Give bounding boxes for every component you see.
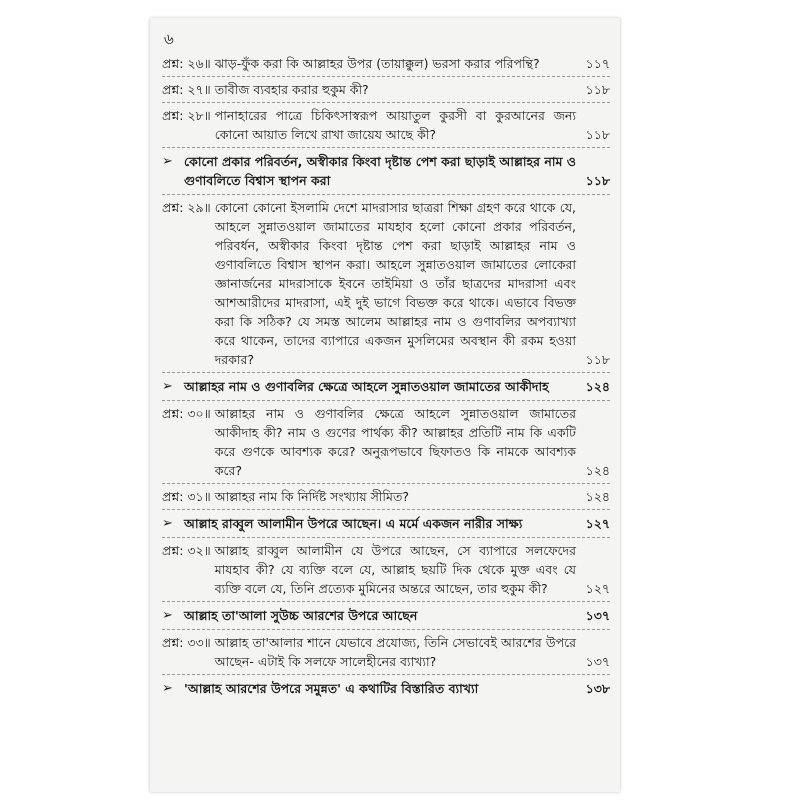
divider [162, 601, 610, 602]
entry-text: কোনো কোনো ইসলামি দেশে মাদরাসার ছাত্ররা শিক্ষা গ্রহণ করে থাকে যে, আহলে সুন্নাতওয়াল জামাতের মাযহাব হলো কোনো প্রকার পরিবর্তন, পরিবর্ধন, অস্বীকার কিংবা দৃষ্টান্ত পেশ করা ছাড়াই আল্লাহর নাম ও গুণাবলিতে বিশ্বাস স্থাপন করা। আহলে সুন্নাতওয়াল জামাতের লোকেরা জ্ঞানার্জনের মাদরাসাকে ইবনে তাইমিয়া ও তাঁর ছাত্রদের মাদরাসা এবং আশআরীদের মাদরাসা, এই দুই ভাগে বিভক্ত করে থাকে। এভাবে বিভক্ত করা কি সঠিক? যে সমস্ত আলেম আল্লাহর নাম ও গুণাবলির অপব্যাখ্যা করে থাকেন, তাদের ব্যাপারে একজন মুসলিমের অবস্থান কী রকম হওয়া দরকার? [214, 200, 576, 367]
entry-page-number: ১২৪ [585, 379, 610, 394]
entry-page-number: ১৩৭ [585, 654, 610, 669]
toc-section [162, 679, 610, 698]
entry-text: কোনো প্রকার পরিবর্তন, অস্বীকার কিংবা দৃষ্টান্ত পেশ করা ছাড়াই আল্লাহর নাম ও গুণাবলিতে বিশ্বাস স্থাপন করা [184, 154, 576, 188]
entry-page-number: ১২৭ [585, 516, 610, 531]
toc-section [162, 606, 610, 625]
table-of-contents [162, 54, 610, 702]
arrow-bullet-icon: ➢ [162, 379, 173, 394]
divider [162, 537, 610, 538]
divider [162, 372, 610, 373]
question-label: প্রশ্ন: ৩০॥ [162, 406, 211, 421]
divider [162, 147, 610, 148]
entry-text: তাবীজ ব্যবহার করার হুকুম কী? [214, 82, 369, 97]
arrow-bullet-icon: ➢ [162, 154, 173, 169]
question-label: প্রশ্ন: ৩৩॥ [162, 635, 211, 650]
divider [162, 674, 610, 675]
entry-text: আল্লাহর নাম ও গুণাবলির ক্ষেত্রে আহলে সুন্নাতওয়াল জামাতের আকীদাহ [184, 379, 549, 394]
toc-question [162, 54, 610, 73]
toc-question [162, 404, 610, 480]
question-label: প্রশ্ন: ২৬॥ [162, 56, 211, 71]
divider [162, 400, 610, 401]
toc-question [162, 487, 610, 506]
question-label: প্রশ্ন: ৩১॥ [162, 489, 211, 504]
toc-section [162, 152, 610, 190]
toc-section [162, 514, 610, 533]
entry-text: ঝাড়-ফুঁক করা কি আল্লাহর উপর (তায়াক্কুল) ভরসা করার পরিপন্থি? [214, 56, 540, 71]
entry-page-number: ১১৮ [585, 173, 610, 188]
entry-page-number: ১১৭ [585, 56, 610, 71]
question-label: প্রশ্ন: ৩২॥ [162, 543, 211, 558]
toc-question [162, 80, 610, 99]
entry-page-number: ১১৮ [585, 82, 610, 97]
arrow-bullet-icon: ➢ [162, 681, 173, 696]
book-page [150, 18, 620, 792]
arrow-bullet-icon: ➢ [162, 608, 173, 623]
entry-text: পানাহারের পাত্রে চিকিৎসাস্বরূপ আয়াতুল কুরসী বা কুরআনের জন্য কোনো আয়াত লিখে রাখা জায়েয আছে কী? [214, 108, 576, 142]
divider [162, 483, 610, 484]
divider [162, 629, 610, 630]
entry-text: 'আল্লাহ আরশের উপরে সমুন্নত' এ কথাটির বিস্তারিত ব্যাখ্যা [184, 681, 479, 696]
entry-text: আল্লাহ তা'আলা সুউচ্চ আরশের উপরে আছেন [184, 608, 418, 623]
entry-page-number: ১৩৮ [585, 681, 610, 696]
entry-page-number: ১২৭ [585, 581, 610, 596]
toc-question [162, 541, 610, 598]
entry-text: আল্লাহর নাম ও গুণাবলির ক্ষেত্রে আহলে সুন্নাতওয়াল জামাতের আকীদাহ কী? নাম ও গুণের পার্থক্য কী? আল্লাহর প্রতিটি নাম কি একটি করে গুণকে আবশ্যক করে? অনুরূপভাবে ছিফাতও কি নামকে আবশ্যক করে? [214, 406, 576, 478]
entry-text: আল্লাহ রাব্বুল আলামীন যে উপরে আছেন, সে ব্যাপারে সলফেদের মাযহাব কী? যে ব্যক্তি বলে যে, আল্লাহ ছয়টি দিক থেকে মুক্ত এবং যে ব্যক্তি বলে যে, তিনি প্রত্যেক মুমিনের অন্তরে আছেন, তার হুকুম কী? [214, 543, 576, 596]
question-label: প্রশ্ন: ২৯॥ [162, 200, 211, 215]
divider [162, 76, 610, 77]
question-label: প্রশ্ন: ২৮॥ [162, 108, 211, 123]
toc-question [162, 633, 610, 671]
question-label: প্রশ্ন: ২৭॥ [162, 82, 211, 97]
toc-section [162, 377, 610, 396]
entry-page-number: ১২৪ [585, 463, 610, 478]
divider [162, 194, 610, 195]
entry-text: আল্লাহ রাব্বুল আলামীন উপরে আছেন। এ মর্মে একজন নারীর সাক্ষ্য [184, 516, 523, 531]
entry-text: আল্লাহর নাম কি নির্দিষ্ট সংখ্যায় সীমিত? [214, 489, 409, 504]
entry-page-number: ১২৪ [585, 489, 610, 504]
entry-page-number: ১১৮ [585, 352, 610, 367]
entry-page-number: ১৩৭ [585, 608, 610, 623]
toc-question [162, 106, 610, 144]
arrow-bullet-icon: ➢ [162, 516, 173, 531]
toc-question [162, 198, 610, 369]
page-number: ৬ [164, 30, 174, 48]
entry-text: আল্লাহ তা'আলার শানে যেভাবে প্রযোজ্য, তিনি সেভাবেই আরশের উপরে আছেন- এটাই কি সলফে সালেহীনের ব্যাখ্যা? [214, 635, 576, 669]
divider [162, 509, 610, 510]
entry-page-number: ১১৮ [585, 127, 610, 142]
divider [162, 102, 610, 103]
